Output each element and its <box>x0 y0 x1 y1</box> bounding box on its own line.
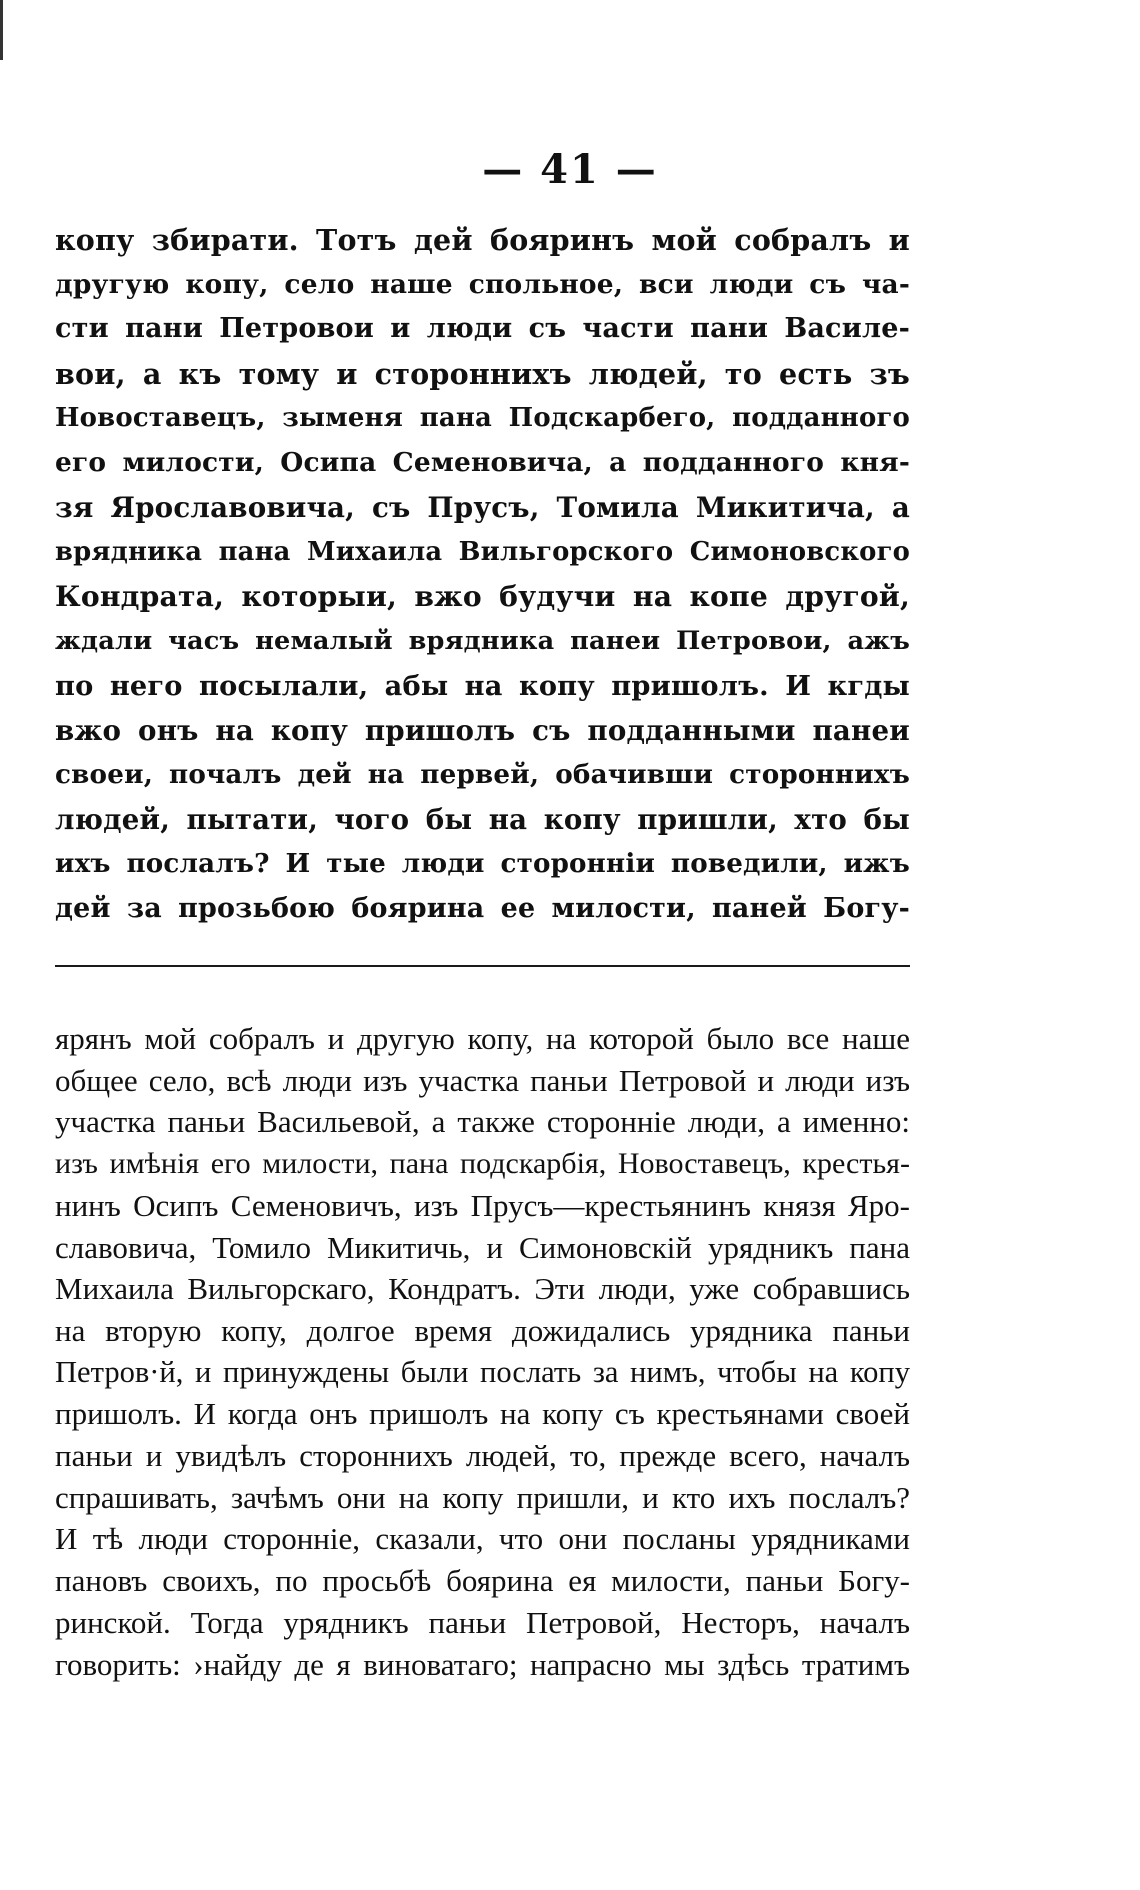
translation-line: Михаила Вильгорскаго, Кондратъ. Эти люди, уже собравшись <box>55 1271 910 1307</box>
translation-line: нинъ Осипъ Семеновичъ, изъ Прусъ—крестьянинъ князя Яро- <box>55 1187 910 1223</box>
translation-line: изъ имѣнія его милости, пана подскарбія, Новоставецъ, крестья- <box>55 1147 910 1181</box>
original-line: Новоставецъ, зыменя пана Подскарбего, подданного <box>55 403 910 434</box>
translation-line: ярянъ мой собралъ и другую копу, на которой было все наше <box>55 1021 910 1056</box>
original-line: Кондрата, которыи, вжо будучи на копе другой, <box>55 579 910 613</box>
original-line: его милости, Осипа Семеновича, а подданного кня- <box>55 446 910 478</box>
scan-edge-mark <box>0 0 3 1890</box>
translation-line: общее село, всѣ люди изъ участка паньи Петровой и люди изъ <box>55 1062 910 1098</box>
original-line: своеи, почалъ дей на первей, обачивши стороннихъ <box>55 759 910 791</box>
section-divider <box>55 965 910 967</box>
translation-line: ринской. Тогда урядникъ паньи Петровой, Несторъ, началъ <box>55 1604 910 1640</box>
page-number: — 41 — <box>482 146 658 193</box>
translation-line: Петров·й, и принуждены были послать за нимъ, чтобы на копу <box>55 1354 910 1389</box>
translation-line: славовича, Томило Микитичь, и Симоновскій урядникъ пана <box>55 1229 910 1265</box>
translation-line: говорить: ›найду де я виноватаго; напрасно мы здѣсь тратимъ <box>55 1646 910 1682</box>
original-line: вжо онъ на копу пришолъ съ подданными панеи <box>55 713 910 747</box>
original-line: копу збирати. Тотъ дей бояринъ мой собралъ и <box>55 223 910 257</box>
original-line: по него посылали, абы на копу пришолъ. И кгды <box>55 669 910 702</box>
original-line: сти пани Петровои и люди съ части пани Василе- <box>55 313 910 345</box>
translation-line: спрашивать, зачѣмъ они на копу пришли, и кто ихъ послалъ? <box>55 1479 910 1515</box>
translation-line: на вторую копу, долгое время дожидались урядника паньи <box>55 1312 910 1348</box>
translation-line: паньи и увидѣлъ стороннихъ людей, то, прежде всего, началъ <box>55 1438 910 1474</box>
translation-line: пришолъ. И когда онъ пришолъ на копу съ крестьянами своей <box>55 1396 910 1432</box>
translation-line: пановъ своихъ, по просьбѣ боярина ея милости, паньи Богу- <box>55 1563 910 1599</box>
original-line: людей, пытати, чого бы на копу пришли, хто бы <box>55 802 910 836</box>
original-line: дей за прозьбою боярина ее милости, паней Богу- <box>55 892 910 924</box>
translation-text-block <box>55 1018 910 1685</box>
original-line: зя Ярославовича, съ Прусъ, Томила Микитича, а <box>55 490 910 524</box>
original-line: ждали часъ немалый врядника панеи Петровои, ажъ <box>55 626 910 657</box>
original-line: вои, а къ тому и стороннихъ людей, то есть зъ <box>55 356 910 391</box>
original-line: ихъ послалъ? И тые люди сторонніи поведили, ижъ <box>55 848 910 880</box>
original-line: другую копу, село наше спольное, вси люди съ ча- <box>55 268 910 300</box>
original-text-block <box>55 218 910 932</box>
original-line: врядника пана Михаила Вильгорского Симоновского <box>55 537 910 568</box>
translation-line: И тѣ люди сторонніе, сказали, что они посланы урядниками <box>55 1521 910 1557</box>
translation-line: участка паньи Васильевой, а также сторонніе люди, а именно: <box>55 1104 910 1140</box>
